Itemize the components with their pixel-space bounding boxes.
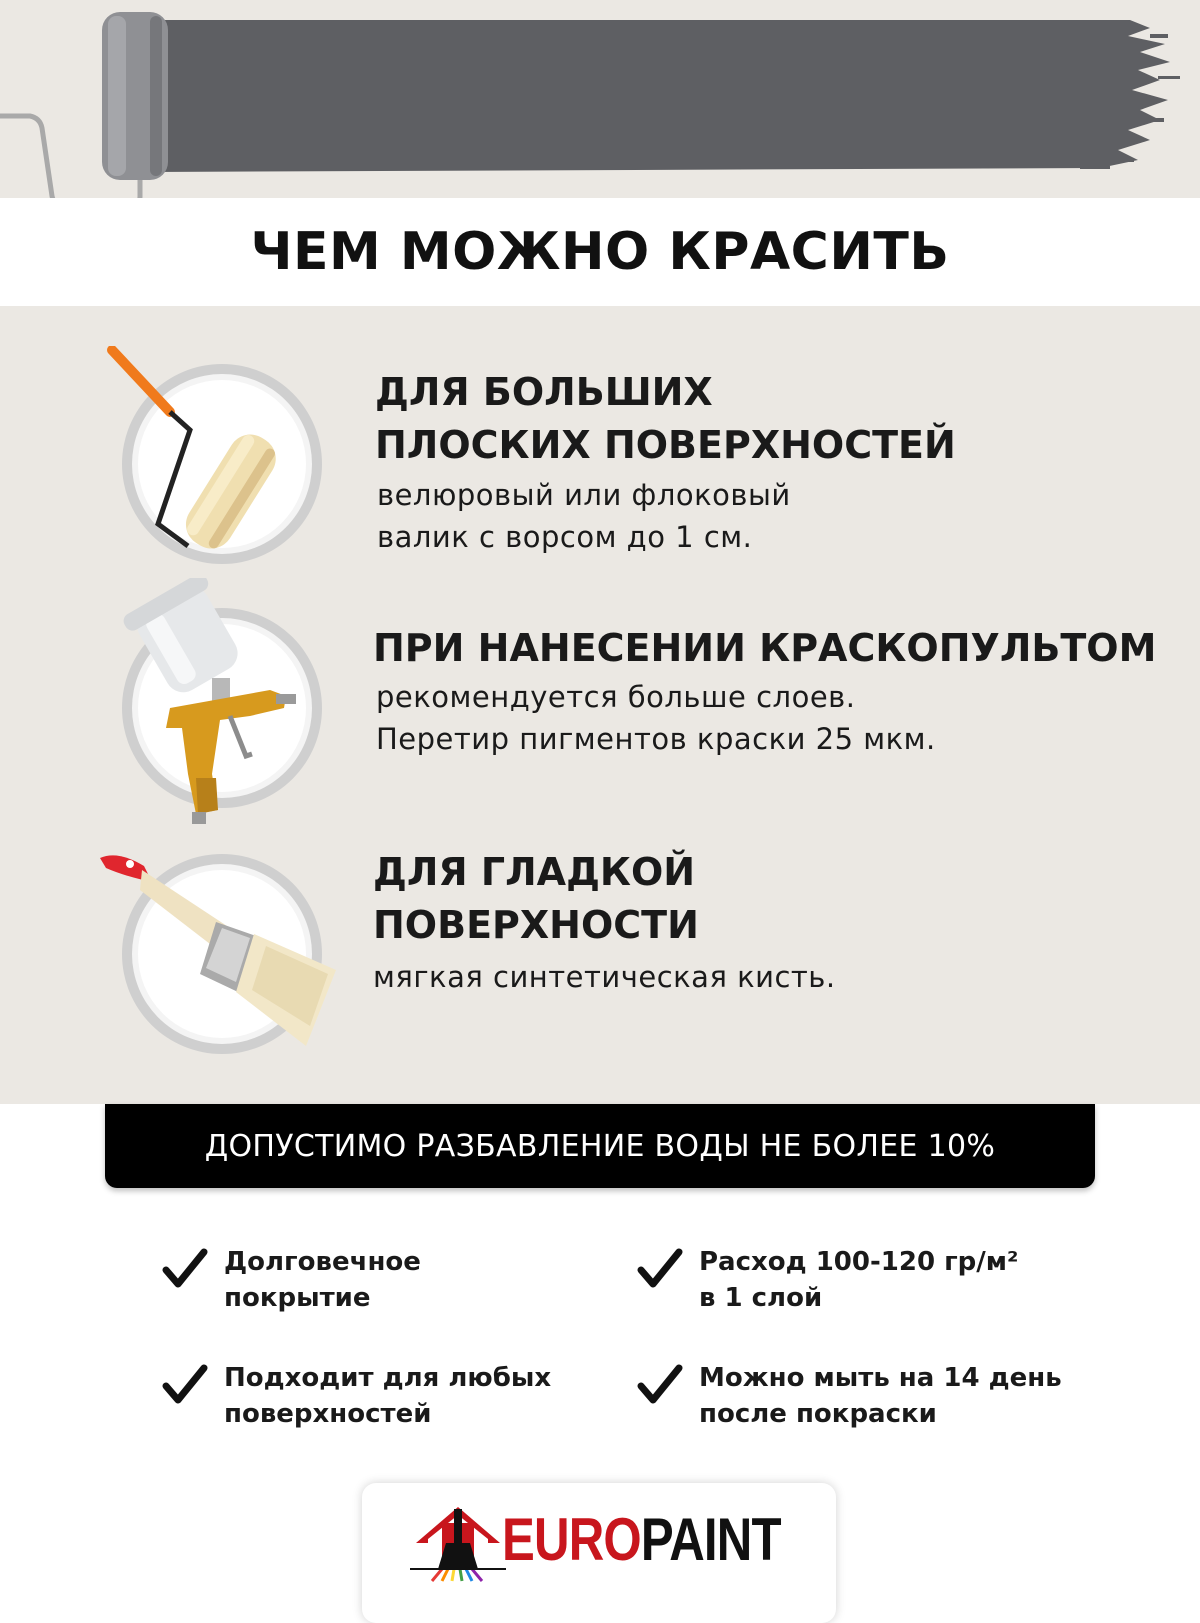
method-description: мягкая синтетическая кисть.	[373, 960, 836, 994]
method-heading: ПРИ НАНЕСЕНИИ КРАСКОПУЛЬТОМ	[373, 626, 1157, 670]
dilution-notice	[105, 1104, 1095, 1188]
title-band	[0, 198, 1200, 306]
brand-name	[502, 1505, 781, 1574]
feature-text: Долговечное покрытие	[224, 1247, 421, 1313]
notice-text: ДОПУСТИМО РАЗБАВЛЕНИЕ ВОДЫ НЕ БОЛЕЕ 10%	[204, 1128, 996, 1164]
check-icon	[162, 1248, 208, 1290]
brand-name-euro: EURO	[502, 1506, 641, 1573]
top-banner	[0, 0, 1200, 198]
spray-gun-icon	[100, 578, 340, 838]
feature-text: Расход 100-120 гр/м² в 1 слой	[699, 1247, 1019, 1313]
brand-logo	[362, 1483, 836, 1623]
check-icon	[162, 1364, 208, 1406]
method-heading: ДЛЯ БОЛЬШИХ ПЛОСКИХ ПОВЕРХНОСТЕЙ	[375, 370, 956, 467]
house-brush-logo-icon	[408, 1503, 508, 1583]
feature-text: Подходит для любых поверхностей	[224, 1363, 552, 1429]
brand-name-paint: PAINT	[640, 1506, 781, 1573]
method-heading: ДЛЯ ГЛАДКОЙ ПОВЕРХНОСТИ	[373, 850, 699, 947]
methods-section	[0, 306, 1200, 1104]
paint-brush-icon	[96, 846, 346, 1066]
method-description: велюровый или флоковый валик с ворсом до 1 см.	[377, 478, 791, 554]
method-description: рекомендуется больше слоев. Перетир пигментов краски 25 мкм.	[376, 680, 936, 756]
check-icon	[637, 1248, 683, 1290]
roller-paint-stroke-icon	[0, 0, 1200, 198]
page-title: ЧЕМ МОЖНО КРАСИТЬ	[250, 222, 950, 282]
check-icon	[637, 1364, 683, 1406]
feature-text: Можно мыть на 14 день после покраски	[699, 1363, 1062, 1429]
paint-roller-icon	[100, 346, 330, 576]
